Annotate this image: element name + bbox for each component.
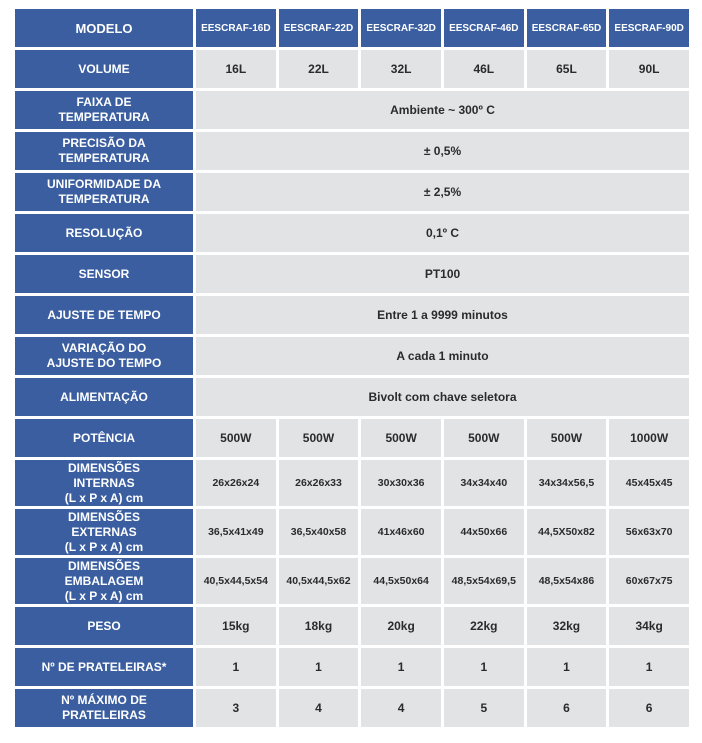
value-cell: 1	[361, 648, 441, 686]
value-cell: 40,5x44,5x54	[196, 558, 276, 604]
merged-value-cell: ± 2,5%	[196, 173, 689, 211]
row-header-line: DIMENSÕES	[67, 558, 140, 573]
row-header-temperature-precision	[15, 132, 193, 170]
value-cell: 40,5x44,5x62	[279, 558, 359, 604]
row-header-line: Nº DE PRATELEIRAS*	[41, 659, 167, 674]
row-header-line: TEMPERATURA	[58, 192, 150, 206]
row-header-line: (L x P x A) cm	[64, 588, 144, 603]
value-cell: 56x63x70	[609, 509, 689, 555]
row-header-power	[15, 419, 193, 457]
model-cell: EESCRAF-22D	[279, 9, 359, 47]
row-header-line: DIMENSÕES	[67, 509, 140, 524]
value-cell: 1	[609, 648, 689, 686]
value-cell: 48,5x54x69,5	[444, 558, 524, 604]
value-cell: 46L	[444, 50, 524, 88]
value-cell: 5	[444, 689, 524, 727]
row-header-volume	[15, 50, 193, 88]
value-cell: 65L	[527, 50, 607, 88]
value-cell: 4	[279, 689, 359, 727]
value-cell: 44x50x66	[444, 509, 524, 555]
table-row-internal-dimensions	[15, 460, 689, 506]
row-header-line: EMBALAGEM	[64, 573, 144, 588]
row-header-model: MODELO	[15, 9, 193, 47]
value-cell: 1	[527, 648, 607, 686]
table-row-power-supply	[15, 378, 689, 416]
value-cell: 1	[444, 648, 524, 686]
row-header-line: FAIXA DE	[76, 95, 132, 109]
table-row-time-adjustment	[15, 296, 689, 334]
row-header-line: UNIFORMIDADE DA	[47, 177, 161, 191]
row-header-line: TEMPERATURA	[58, 151, 150, 165]
model-cell: EESCRAF-65D	[527, 9, 607, 47]
model-cell: EESCRAF-90D	[609, 9, 689, 47]
model-cell: EESCRAF-46D	[444, 9, 524, 47]
table-row-shelves-count	[15, 648, 689, 686]
value-cell: 1	[279, 648, 359, 686]
value-cell: 26x26x33	[279, 460, 359, 506]
row-header-line: RESOLUÇÃO	[65, 225, 143, 240]
row-header-line: TEMPERATURA	[58, 110, 150, 124]
table-row-sensor	[15, 255, 689, 293]
row-header-weight	[15, 607, 193, 645]
row-header-line: INTERNAS	[73, 475, 135, 490]
value-cell: 41x46x60	[361, 509, 441, 555]
row-header-line: (L x P x A) cm	[64, 490, 144, 505]
row-header-packaging-dimensions	[15, 558, 193, 604]
value-cell: 3	[196, 689, 276, 727]
value-cell: 6	[527, 689, 607, 727]
value-cell: 48,5x54x86	[527, 558, 607, 604]
table-row-packaging-dimensions	[15, 558, 689, 604]
merged-value-cell: ± 0,5%	[196, 132, 689, 170]
value-cell: 1000W	[609, 419, 689, 457]
row-header-line: DIMENSÕES	[67, 460, 140, 475]
row-header-max-shelves	[15, 689, 193, 727]
table-row-weight	[15, 607, 689, 645]
table-row-max-shelves	[15, 689, 689, 727]
table-row-time-adjustment-variation	[15, 337, 689, 375]
row-header-line: AJUSTE DE TEMPO	[47, 307, 161, 322]
table-row-power	[15, 419, 689, 457]
merged-value-cell: A cada 1 minuto	[196, 337, 689, 375]
specifications-table-body	[15, 9, 689, 727]
model-cell: EESCRAF-32D	[361, 9, 441, 47]
table-row-volume	[15, 50, 689, 88]
row-header-line: (L x P x A) cm	[64, 539, 144, 554]
table-row-external-dimensions	[15, 509, 689, 555]
row-header-line: POTÊNCIA	[72, 430, 135, 445]
value-cell: 44,5x50x64	[361, 558, 441, 604]
specifications-table	[12, 6, 692, 730]
value-cell: 22kg	[444, 607, 524, 645]
row-header-line: VARIAÇÃO DO	[61, 341, 147, 355]
merged-value-cell: 0,1º C	[196, 214, 689, 252]
row-header-line: AJUSTE DO TEMPO	[46, 356, 162, 370]
merged-value-cell: Entre 1 a 9999 minutos	[196, 296, 689, 334]
value-cell: 34kg	[609, 607, 689, 645]
value-cell: 500W	[361, 419, 441, 457]
row-header-line: VOLUME	[78, 61, 130, 76]
table-row-model	[15, 9, 689, 47]
value-cell: 34x34x40	[444, 460, 524, 506]
value-cell: 4	[361, 689, 441, 727]
value-cell: 18kg	[279, 607, 359, 645]
row-header-line: PESO	[87, 618, 121, 633]
value-cell: 32L	[361, 50, 441, 88]
value-cell: 500W	[527, 419, 607, 457]
table-row-temperature-precision	[15, 132, 689, 170]
row-header-temperature-range	[15, 91, 193, 129]
value-cell: 34x34x56,5	[527, 460, 607, 506]
row-header-internal-dimensions	[15, 460, 193, 506]
value-cell: 90L	[609, 50, 689, 88]
row-header-line: ALIMENTAÇÃO	[60, 389, 148, 404]
value-cell: 32kg	[527, 607, 607, 645]
value-cell: 6	[609, 689, 689, 727]
value-cell: 20kg	[361, 607, 441, 645]
value-cell: 36,5x40x58	[279, 509, 359, 555]
row-header-line: PRECISÃO DA	[62, 136, 146, 150]
value-cell: 500W	[279, 419, 359, 457]
table-row-resolution	[15, 214, 689, 252]
row-header-time-adjustment	[15, 296, 193, 334]
value-cell: 22L	[279, 50, 359, 88]
row-header-time-adjustment-variation	[15, 337, 193, 375]
row-header-temperature-uniformity	[15, 173, 193, 211]
value-cell: 36,5x41x49	[196, 509, 276, 555]
value-cell: 60x67x75	[609, 558, 689, 604]
row-header-line: EXTERNAS	[71, 524, 137, 539]
row-header-power-supply	[15, 378, 193, 416]
value-cell: 500W	[444, 419, 524, 457]
merged-value-cell: PT100	[196, 255, 689, 293]
model-cell: EESCRAF-16D	[196, 9, 276, 47]
merged-value-cell: Bivolt com chave seletora	[196, 378, 689, 416]
value-cell: 45x45x45	[609, 460, 689, 506]
value-cell: 30x30x36	[361, 460, 441, 506]
value-cell: 26x26x24	[196, 460, 276, 506]
value-cell: 44,5X50x82	[527, 509, 607, 555]
row-header-shelves-count	[15, 648, 193, 686]
table-row-temperature-range	[15, 91, 689, 129]
row-header-line: SENSOR	[78, 266, 130, 281]
row-header-external-dimensions	[15, 509, 193, 555]
value-cell: 1	[196, 648, 276, 686]
merged-value-cell: Ambiente ~ 300º C	[196, 91, 689, 129]
value-cell: 16L	[196, 50, 276, 88]
value-cell: 500W	[196, 419, 276, 457]
value-cell: 15kg	[196, 607, 276, 645]
row-header-resolution	[15, 214, 193, 252]
row-header-line: Nº MÁXIMO DE	[61, 693, 147, 707]
row-header-line: PRATELEIRAS	[62, 708, 146, 722]
table-row-temperature-uniformity	[15, 173, 689, 211]
row-header-sensor	[15, 255, 193, 293]
